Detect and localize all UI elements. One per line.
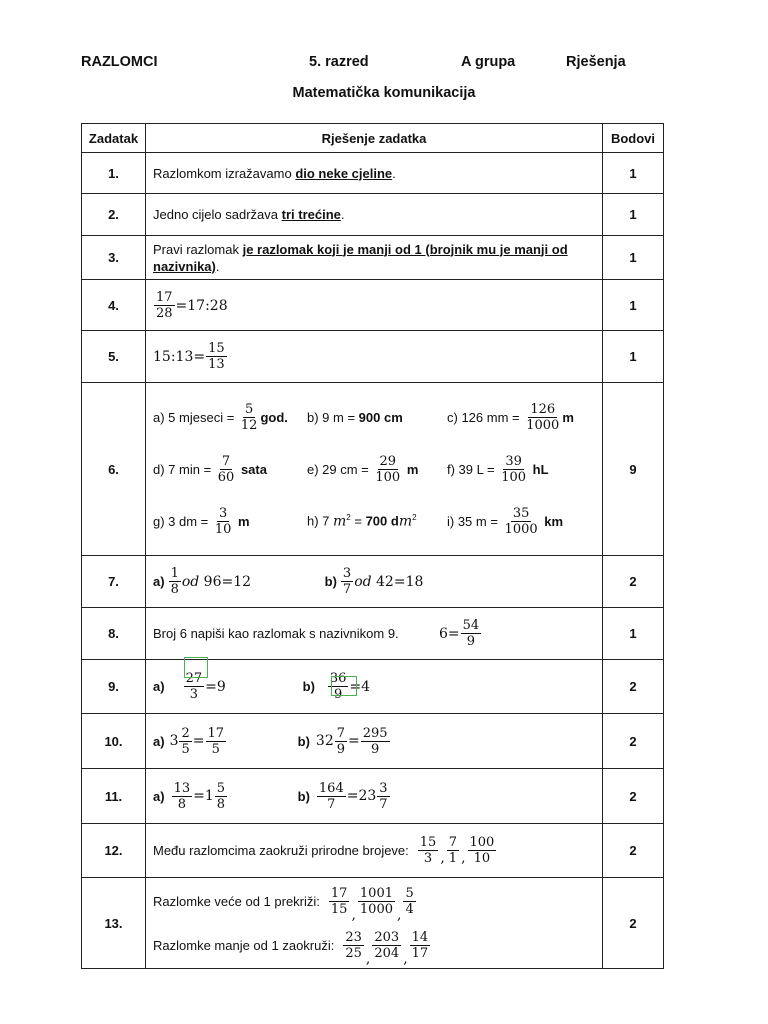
denominator: 7 xyxy=(379,796,388,812)
subtask-line xyxy=(153,443,602,495)
subtask-text: f) 39 L = xyxy=(447,461,499,477)
subtask-b xyxy=(298,726,391,757)
table-row xyxy=(82,714,664,769)
task-number: 1. xyxy=(82,153,146,194)
fraction xyxy=(372,930,401,961)
numerator: 5 xyxy=(405,885,414,901)
unit-text: m xyxy=(398,513,413,530)
col-task-header: Zadatak xyxy=(82,124,146,153)
fraction xyxy=(216,454,237,485)
numerator: 54 xyxy=(462,618,480,633)
task-number: 10. xyxy=(82,714,146,769)
task-number: 4. xyxy=(82,280,146,331)
numerator: 7 xyxy=(336,725,346,741)
equals-text: = xyxy=(350,513,366,529)
subtask-a xyxy=(153,671,299,702)
table-row xyxy=(82,556,664,608)
denominator: 9 xyxy=(334,687,343,702)
numerator: 23 xyxy=(345,929,362,945)
task-solution xyxy=(146,878,603,969)
task-solution xyxy=(146,383,603,556)
denominator: 100 xyxy=(375,469,401,485)
subtask-d xyxy=(153,454,307,485)
math-expression xyxy=(153,341,228,372)
subtask-f xyxy=(447,454,549,485)
fraction xyxy=(172,781,193,812)
fraction xyxy=(358,886,395,917)
numerator: 295 xyxy=(362,725,388,741)
table-header-row xyxy=(82,124,664,153)
task-text: Razlomkom izražavamo xyxy=(153,165,296,181)
task-number: 9. xyxy=(82,660,146,714)
denominator: 8 xyxy=(177,796,186,812)
exponent: 2 xyxy=(346,512,351,522)
unit-text: m xyxy=(333,513,347,530)
task-points: 1 xyxy=(603,280,664,331)
task-solution xyxy=(146,153,603,194)
numerator: 3 xyxy=(379,780,388,796)
fraction xyxy=(341,566,353,597)
fraction xyxy=(524,402,561,433)
equals-text: =23 xyxy=(346,788,377,804)
subtask-label: a) xyxy=(153,788,165,804)
highlight-box xyxy=(331,676,357,696)
task-solution xyxy=(146,660,603,714)
numerator: 126 xyxy=(530,401,556,417)
expression-rest: =9 xyxy=(205,678,226,695)
task-points: 1 xyxy=(603,236,664,280)
subtask-line xyxy=(153,391,602,443)
denominator: 12 xyxy=(240,417,258,433)
subtask-text: a) 5 mjeseci = xyxy=(153,409,238,425)
comma: , xyxy=(397,907,402,923)
subtask-i xyxy=(447,506,563,537)
numerator: 35 xyxy=(512,505,530,521)
denominator: 4 xyxy=(405,901,414,917)
denominator: 1000 xyxy=(359,901,393,917)
subtask-b xyxy=(307,410,447,425)
table-row xyxy=(82,824,664,878)
expression-rest: 96=12 xyxy=(199,573,252,590)
comma: , xyxy=(365,951,371,967)
denominator: 10 xyxy=(473,851,491,866)
fraction xyxy=(403,886,415,917)
fraction xyxy=(361,726,390,757)
table-row xyxy=(82,194,664,236)
task-number: 3. xyxy=(82,236,146,280)
table-row xyxy=(82,331,664,383)
task-points: 1 xyxy=(603,194,664,236)
task-solution xyxy=(146,236,603,280)
numerator: 7 xyxy=(221,453,231,469)
whole-part: 3 xyxy=(169,733,179,749)
numerator: 36 xyxy=(329,671,347,686)
task-points: 2 xyxy=(603,824,664,878)
task-solution xyxy=(146,824,603,878)
denominator: 5 xyxy=(181,741,190,757)
solutions-table xyxy=(81,123,664,969)
task-solution xyxy=(146,608,603,660)
fraction xyxy=(499,454,528,485)
subtask-text: h) 7 xyxy=(307,513,334,529)
task-points: 2 xyxy=(603,769,664,824)
task-points: 1 xyxy=(603,331,664,383)
fraction xyxy=(206,341,227,372)
comma: , xyxy=(440,850,445,866)
numerator: 17 xyxy=(330,885,348,901)
task-solution xyxy=(146,194,603,236)
equals-text: = xyxy=(348,733,360,749)
denominator: 15 xyxy=(330,901,348,917)
subtask-text: g) 3 dm = xyxy=(153,513,212,529)
task-number: 12. xyxy=(82,824,146,878)
task-points: 9 xyxy=(603,383,664,556)
denominator: 9 xyxy=(371,741,380,757)
group-label: A grupa xyxy=(461,54,516,70)
od-text: od xyxy=(181,573,200,590)
subtask-a xyxy=(153,566,321,597)
expression-lhs: 15:13= xyxy=(153,348,206,365)
denominator: 1000 xyxy=(504,521,538,537)
task-points: 2 xyxy=(603,556,664,608)
numerator: 13 xyxy=(173,780,191,796)
expression-lhs: 6= xyxy=(439,625,460,642)
subtask-a xyxy=(153,781,294,812)
subtask-b xyxy=(325,566,424,597)
fraction xyxy=(317,781,346,812)
subtask-label: b) xyxy=(324,574,337,589)
numerator: 17 xyxy=(156,290,173,305)
denominator: 3 xyxy=(189,687,198,702)
denominator: 7 xyxy=(342,582,352,597)
unit-text: sata xyxy=(237,461,267,477)
answer-text: 700 d xyxy=(365,513,399,529)
task-points: 2 xyxy=(603,660,664,714)
denominator: 28 xyxy=(156,306,173,321)
task-number: 2. xyxy=(82,194,146,236)
col-points-header: Bodovi xyxy=(603,124,664,153)
table-row xyxy=(82,660,664,714)
subtask-text: c) 126 mm = xyxy=(447,409,524,425)
subtask-b xyxy=(298,781,391,812)
fraction xyxy=(329,886,350,917)
task-solution xyxy=(146,280,603,331)
fraction xyxy=(418,835,439,866)
subtask-h xyxy=(307,513,447,529)
answer-text: je razlomak koji je manji od 1 (brojnik mu je manji od nazivnika) xyxy=(153,241,568,274)
task-points: 1 xyxy=(603,153,664,194)
task-text: Broj 6 napiši kao razlomak s nazivnikom 9. xyxy=(153,626,399,641)
task-text: Jedno cijelo sadržava xyxy=(153,207,282,222)
task-number: 6. xyxy=(82,383,146,556)
denominator: 100 xyxy=(501,469,527,485)
unit-text: m xyxy=(234,513,250,529)
expression-rest: =17:28 xyxy=(175,297,228,314)
subtask-text: b) 9 m = xyxy=(307,409,359,425)
denominator: 7 xyxy=(327,796,336,812)
table-row xyxy=(82,280,664,331)
denominator: 1 xyxy=(448,851,458,866)
numerator: 14 xyxy=(411,929,429,945)
fraction xyxy=(213,506,234,537)
denominator: 60 xyxy=(217,469,235,485)
numerator: 1001 xyxy=(359,885,393,901)
expression-rest: 42=18 xyxy=(371,573,424,590)
answer-text: tri trećine xyxy=(281,207,341,222)
task-line xyxy=(153,923,431,967)
subtask-e xyxy=(307,454,447,485)
numerator: 203 xyxy=(374,929,400,945)
od-text: od xyxy=(354,573,372,590)
task-line xyxy=(153,618,482,649)
task-line xyxy=(153,835,497,866)
fraction xyxy=(373,454,402,485)
unit-text: god. xyxy=(260,409,288,425)
expression-rest: =4 xyxy=(349,678,371,695)
answer-text: 900 cm xyxy=(358,409,403,425)
subtask-text: d) 7 min = xyxy=(153,461,215,477)
numerator: 2 xyxy=(181,725,190,741)
unit-text: m xyxy=(403,461,419,477)
subtask-a xyxy=(153,402,307,433)
subtask-label: b) xyxy=(297,788,310,804)
subtask-label: b) xyxy=(297,733,310,749)
table-row xyxy=(82,769,664,824)
exponent: 2 xyxy=(412,512,417,522)
denominator: 3 xyxy=(423,851,433,866)
punct: . xyxy=(215,258,220,274)
denominator: 204 xyxy=(374,945,400,961)
unit-text: km xyxy=(540,513,564,529)
denominator: 13 xyxy=(208,357,225,372)
task-number: 5. xyxy=(82,331,146,383)
task-number: 7. xyxy=(82,556,146,608)
denominator: 8 xyxy=(216,796,226,812)
denominator: 9 xyxy=(466,634,476,649)
subtask-label: a) xyxy=(153,574,165,589)
table-row xyxy=(82,153,664,194)
subtask-line xyxy=(153,495,602,547)
numerator: 27 xyxy=(185,671,203,686)
denominator: 25 xyxy=(345,945,362,961)
equals-text: = xyxy=(192,733,205,749)
denominator: 9 xyxy=(336,741,346,757)
task-line xyxy=(153,879,417,923)
solutions-label: Rješenja xyxy=(566,54,626,70)
doc-title: RAZLOMCI xyxy=(81,54,158,70)
equals-text: =1 xyxy=(193,788,214,804)
task-points: 2 xyxy=(603,878,664,969)
fraction xyxy=(215,781,227,812)
task-text: Razlomke veće od 1 prekriži: xyxy=(153,893,320,909)
subtask-text: i) 35 m = xyxy=(447,513,502,529)
fraction xyxy=(447,835,459,866)
fraction xyxy=(179,726,191,757)
numerator: 5 xyxy=(245,401,254,417)
task-solution xyxy=(146,331,603,383)
numerator: 39 xyxy=(505,453,522,469)
fraction xyxy=(206,726,227,757)
table-row xyxy=(82,608,664,660)
answer-text: dio neke cjeline xyxy=(295,165,393,181)
fraction xyxy=(343,930,364,961)
col-solution-header: Rješenje zadatka xyxy=(146,124,603,153)
subtask-text: e) 29 cm = xyxy=(307,461,373,477)
highlight-box xyxy=(184,657,208,678)
numerator: 7 xyxy=(448,835,458,850)
task-text: Među razlomcima zaokruži prirodne brojeve: xyxy=(153,843,409,858)
math-expression xyxy=(153,290,228,321)
numerator: 3 xyxy=(342,566,352,581)
denominator: 1000 xyxy=(526,417,560,433)
subtask-g xyxy=(153,506,307,537)
comma: , xyxy=(403,951,408,967)
task-solution xyxy=(146,556,603,608)
denominator: 8 xyxy=(170,582,179,597)
task-number: 13. xyxy=(82,878,146,969)
denominator: 17 xyxy=(411,945,429,961)
numerator: 5 xyxy=(216,780,226,796)
numerator: 100 xyxy=(469,835,495,850)
task-points: 1 xyxy=(603,608,664,660)
comma: , xyxy=(351,907,356,923)
fraction xyxy=(461,618,482,649)
numerator: 15 xyxy=(419,835,437,850)
subtask-label: a) xyxy=(153,679,165,694)
numerator: 164 xyxy=(318,780,344,796)
fraction xyxy=(335,726,347,757)
denominator: 5 xyxy=(211,741,220,757)
subtask-a xyxy=(153,726,294,757)
numerator: 17 xyxy=(207,725,225,741)
task-solution xyxy=(146,769,603,824)
fraction xyxy=(503,506,540,537)
fraction xyxy=(239,402,260,433)
task-number: 8. xyxy=(82,608,146,660)
grade-label: 5. razred xyxy=(309,54,369,70)
numerator: 15 xyxy=(208,341,225,356)
table-row xyxy=(82,383,664,556)
subtask-label: b) xyxy=(302,679,315,694)
subtask-label: a) xyxy=(153,733,165,749)
table-row xyxy=(82,878,664,969)
numerator: 29 xyxy=(379,453,397,469)
fraction xyxy=(468,835,497,866)
task-points: 2 xyxy=(603,714,664,769)
punct: . xyxy=(340,207,345,222)
fraction xyxy=(377,781,389,812)
fraction xyxy=(410,930,431,961)
task-solution xyxy=(146,714,603,769)
punct: . xyxy=(392,165,396,181)
fraction xyxy=(154,290,175,321)
fraction xyxy=(169,566,181,597)
unit-text: m xyxy=(562,409,574,425)
task-text: Razlomke manje od 1 zaokruži: xyxy=(153,937,335,953)
unit-text: hL xyxy=(529,461,549,477)
doc-subtitle: Matematička komunikacija xyxy=(292,85,476,101)
subtask-c xyxy=(447,402,574,433)
task-text: Pravi razlomak xyxy=(153,241,243,257)
whole-part: 32 xyxy=(315,733,334,749)
numerator: 1 xyxy=(170,566,179,581)
denominator: 10 xyxy=(214,521,232,537)
task-number: 11. xyxy=(82,769,146,824)
comma: , xyxy=(461,850,466,866)
table-row xyxy=(82,236,664,280)
numerator: 3 xyxy=(219,505,228,521)
